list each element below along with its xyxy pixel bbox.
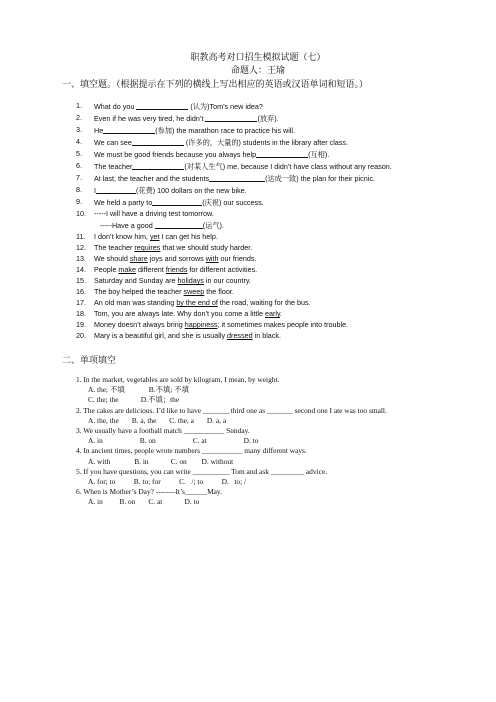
options-row[interactable]: A. the, the B. a, the C. the, a D. a, a (88, 415, 227, 425)
list-item: 20. Mary is a beautiful girl, and she is usually dressed in black. (76, 331, 281, 340)
list-item: 12. The teacher requires that we should study harder. (76, 243, 253, 252)
question-text: 5. If you have questions, you can write __________ Tom and ask _________ advice. (76, 466, 327, 476)
list-item: 2. Even if he was very tired, he didn’t (放弃). (76, 113, 279, 123)
options-row[interactable]: A. for; to B. to; for C. /; to D. to; / (88, 477, 247, 487)
list-item: 15. Saturday and Sunday are holidays in our country. (76, 276, 251, 285)
page-title: 职教高考对口招生模拟试题（七） (190, 53, 326, 63)
options-row[interactable]: A. in B. on C. at D. to (88, 497, 200, 507)
list-item: 6. The teacher (对某人生气) me, because I didn’t have class without any reason. (76, 161, 392, 171)
options-row[interactable]: A. the; 不填 B.不填; 不填 (88, 385, 190, 395)
list-item: 16. The boy helped the teacher sweep the floor. (76, 287, 234, 296)
answer-blank[interactable] (136, 101, 188, 110)
answer-blank[interactable] (209, 173, 265, 182)
list-item: 10. -----I will have a driving test tomorrow. (76, 209, 214, 218)
multiple-choice-list (76, 375, 440, 508)
list-item: 13. We should share joys and sorrows with our friends. (76, 254, 257, 263)
question (76, 426, 440, 446)
answer-blank[interactable] (132, 137, 184, 146)
options-row[interactable]: A. in B. on C. at D. to (88, 436, 259, 446)
list-item: 3. He (参加) the marathon race to practice his will. (76, 125, 296, 135)
section-2-heading: 二、单项填空 (62, 356, 117, 366)
fill-blank-list (76, 101, 440, 341)
question (76, 406, 440, 426)
question-text: 3. We usually have a football match ___________ Sunday. (76, 426, 250, 436)
question-text: 1. In the market, vegetables are sold by kilogram, I mean, by weight. (76, 375, 280, 384)
question (76, 467, 440, 487)
answer-blank[interactable] (155, 220, 203, 229)
question (76, 487, 440, 507)
list-item: 18. Tom, you are always late. Why don’t you come a little early. (76, 309, 283, 318)
author-line: 命题人：王瑜 (230, 66, 285, 76)
list-item: 17. An old man was standing by the end of the road, waiting for the bus. (76, 298, 311, 307)
answer-blank[interactable] (152, 197, 202, 206)
answer-blank[interactable] (205, 113, 257, 122)
list-item: 4. We can see (许多的，大量的) students in the library after class. (76, 137, 348, 147)
answer-blank[interactable] (103, 125, 155, 134)
question-text: 2. The cakes are delicious. I’d like to have _______ third one as _______ second one I ate was too small. (76, 405, 387, 415)
question (76, 446, 440, 466)
list-item: -----Have a good (运气). (100, 221, 224, 230)
list-item: 8. I (花费) 100 dollars on the new bike. (76, 185, 247, 195)
answer-blank[interactable] (256, 149, 308, 158)
list-item: 14. People make different friends for different activities. (76, 265, 258, 274)
answer-blank[interactable] (132, 161, 184, 170)
list-item: 9. We held a party to (庆祝) our success. (76, 197, 264, 207)
section-1-heading: 一、填空题。（根据提示在下列的横线上写出相应的英语或汉语单词和短语。） (62, 80, 369, 90)
options-row[interactable]: A. with B. in C. on D. without (88, 456, 234, 466)
question-text: 6. When is Mother’s Day? --------It’s______May. (76, 487, 222, 497)
list-item: 7. At last, the teacher and the students (达成一致) the plan for their picnic. (76, 173, 375, 183)
list-item: 19. Money doesn’t always bring happiness; it sometimes makes people into trouble. (76, 320, 349, 329)
list-item: 5. We must be good friends because you always help (互相). (76, 149, 330, 159)
question-text: 4. In ancient times, people wrote numbers ___________ many different ways. (76, 446, 307, 456)
answer-blank[interactable] (96, 185, 136, 194)
list-item: 11. I don’t know him, yet I can get his help. (76, 232, 218, 241)
list-item: 1. What do you (认为)Tom’s new idea? (76, 101, 263, 111)
options-row[interactable]: C. the; the D.不填；the (88, 395, 180, 405)
question (76, 375, 440, 406)
